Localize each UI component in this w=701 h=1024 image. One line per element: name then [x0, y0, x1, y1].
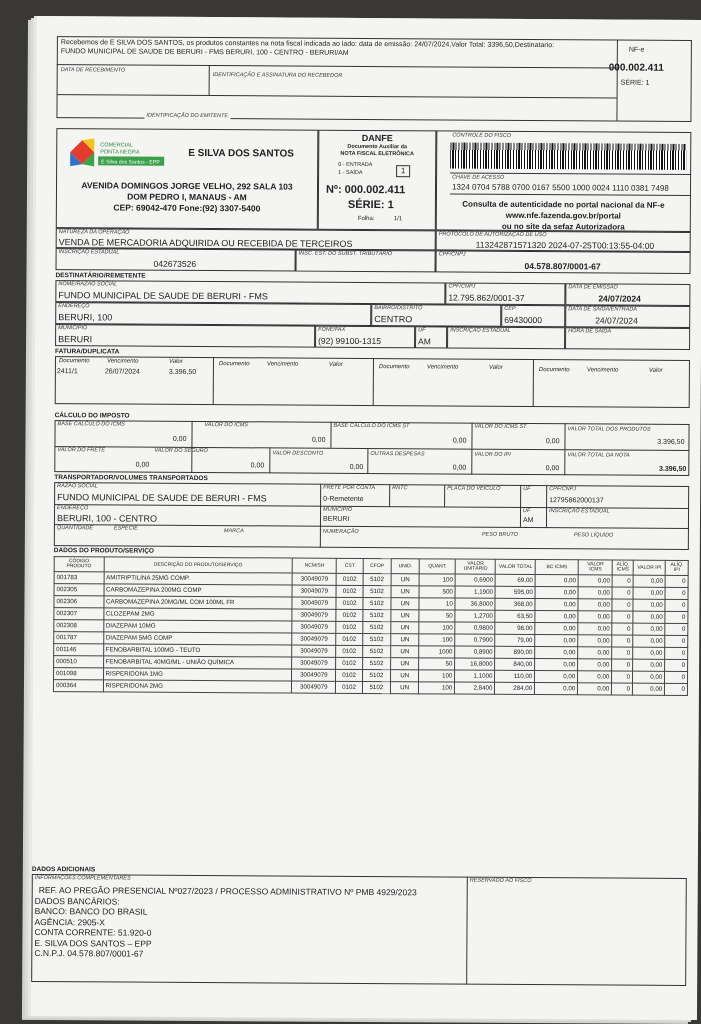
table-cell: 0,00 [578, 647, 612, 659]
table-cell: 100 [419, 622, 455, 634]
table-cell: 10 [419, 598, 455, 610]
table-cell: 0,9800 [455, 622, 495, 634]
table-cell: 0,00 [633, 671, 665, 683]
table-cell: 30049079 [292, 621, 336, 633]
cep: 69430000 [504, 314, 543, 326]
table-cell: 0102 [336, 609, 362, 621]
table-cell: 0 [665, 659, 688, 671]
info-line: DADOS BANCÁRIOS: [34, 895, 120, 906]
table-cell: 0 [612, 635, 633, 647]
imp-icmsst-label: VALOR DO ICMS ST [474, 423, 527, 430]
col-header: ALÍQ. IPI [665, 560, 688, 575]
fatura-title: FATURA/DUPLICATA [54, 348, 120, 356]
imp-ipi-label: VALOR DO IPI [474, 451, 511, 458]
col-header: DESCRIÇÃO DO PRODUTO/SERVIÇO [104, 557, 293, 573]
table-cell: 0,00 [535, 599, 578, 611]
table-cell: 0,00 [535, 575, 578, 587]
table-cell: 001787 [54, 632, 104, 644]
danfe-folha-label: Folha: [357, 215, 375, 223]
received-date-label: DATA DE RECEBIMENTO [60, 67, 126, 74]
company-logo [60, 134, 170, 175]
adicionais-title: DADOS ADICIONAIS [31, 865, 96, 874]
table-cell: 0 [665, 647, 688, 659]
natureza: VENDA DE MERCADORIA ADQUIRIDA OU RECEBIDA DE TERCEIROS [58, 237, 353, 249]
info-lines [34, 885, 459, 961]
tr-mun-label: MUNICÍPIO [323, 506, 353, 513]
table-cell: 001783 [54, 572, 104, 584]
table-cell: 0 [612, 671, 633, 683]
imp-basest: 0,00 [452, 437, 467, 445]
col-header: CFOP [363, 558, 391, 573]
table-cell: 0,00 [535, 659, 578, 671]
table-cell: 98,00 [495, 622, 535, 634]
imp-base: 0,00 [172, 435, 187, 443]
dest-cpf-label: CPF/CNPJ [448, 283, 476, 290]
table-cell: 1,1900 [455, 586, 495, 598]
info-line: CONTA CORRENTE: 51.920-0 [34, 926, 152, 938]
table-cell: UN [391, 658, 419, 670]
imp-outras: 0,00 [452, 464, 467, 472]
table-cell: 890,00 [495, 646, 535, 658]
table-cell: 30049079 [292, 645, 336, 657]
fat-h-valor2: Valor [328, 361, 343, 368]
table-cell: 0,00 [578, 623, 612, 635]
tr-cnpj-label: CPF/CNPJ [549, 486, 577, 493]
logo-line1: COMERCIAL [100, 142, 133, 149]
endereco-label: ENDEREÇO [58, 303, 90, 310]
fat-h-venc2: Vencimento [266, 361, 299, 368]
table-cell: 0,00 [633, 611, 665, 623]
fat-h-venc4: Vencimento [586, 367, 619, 374]
tr-end: BERURI, 100 - CENTRO [56, 513, 158, 524]
table-cell: 0,00 [578, 575, 612, 587]
table-cell: FENOBARBITAL 100MG - TEUTO [103, 644, 292, 657]
table-cell: 0102 [336, 657, 362, 669]
table-cell: UN [391, 598, 419, 610]
col-header: CÓDIGO PRODUTO [54, 557, 104, 572]
imp-desc: 0,00 [349, 463, 364, 471]
table-row [53, 680, 687, 696]
table-cell: 30049079 [292, 609, 336, 621]
imp-totprod-label: VALOR TOTAL DOS PRODUTOS [567, 426, 651, 433]
fone: (92) 99100-1315 [318, 335, 381, 347]
table-cell: UN [391, 574, 419, 586]
consulta-line1: Consulta de autenticidade no portal nacional da NF-e [462, 199, 665, 210]
tr-qtd-label: QUANTIDADE [56, 525, 94, 532]
table-cell: CARBOMAZEPINA 200MG COMP [104, 584, 293, 597]
table-cell: 0102 [336, 573, 362, 585]
canhoto-number: 000.002.411 [608, 62, 664, 74]
col-header: NCM/SH [292, 558, 336, 573]
barcode [450, 143, 686, 170]
table-cell: 2,8400 [455, 682, 495, 694]
saida-label: 1 - SAÍDA [338, 169, 363, 176]
col-header: VALOR ICMS [578, 560, 612, 575]
danfe-folha: 1/1 [393, 216, 403, 223]
table-cell: 100 [419, 574, 455, 586]
tipo-operacao: 1 [396, 165, 410, 177]
table-cell: 0,00 [578, 611, 612, 623]
table-cell: UN [390, 682, 418, 694]
products-table [53, 556, 689, 696]
table-cell: 0 [612, 647, 633, 659]
table-cell: UN [391, 586, 419, 598]
imp-frete-label: VALOR DO FRETE [57, 447, 106, 454]
table-cell: 0,00 [633, 623, 665, 635]
table-cell: UN [391, 670, 419, 682]
fat-h-doc4: Documento [538, 367, 570, 374]
tr-numeracao-label: NUMERAÇÃO [322, 528, 359, 535]
saida-data: 24/07/2024 [595, 315, 638, 326]
bairro-label: BAIRRO/DISTRITO [374, 305, 423, 312]
cep-label: CEP [504, 305, 516, 312]
endereco: BERURI, 100 [58, 312, 113, 323]
tr-bruto-label: PESO BRUTO [481, 531, 518, 538]
table-cell: 0,8900 [455, 646, 495, 658]
info-comp-label: INFORMAÇÕES COMPLEMENTARES [34, 874, 131, 882]
imp-icms-label: VALOR DO ICMS [204, 422, 248, 429]
table-cell: 0102 [336, 585, 362, 597]
table-cell: 5102 [362, 669, 390, 681]
table-cell: 100 [419, 670, 455, 682]
table-cell: 0102 [336, 621, 362, 633]
table-cell: 0,00 [535, 683, 578, 695]
danfe-title: DANFE [361, 132, 393, 144]
fat-venc: 26/07/2024 [104, 368, 140, 376]
access-key: 1324 0704 5788 0700 0167 5500 1000 0024 1110 0381 7498 [451, 182, 669, 193]
emitter-address: AVENIDA DOMINGOS JORGE VELHO, 292 SALA 103 [81, 180, 293, 192]
tr-end-label: ENDEREÇO [57, 505, 89, 512]
table-cell: 0,00 [535, 611, 578, 623]
logo-line2: PONTA NEGRA [100, 149, 140, 156]
table-cell: 0 [612, 575, 633, 587]
consulta-line2: www.nfe.fazenda.gov.br/portal [505, 210, 621, 221]
table-cell: 0,00 [535, 587, 578, 599]
table-cell: 002308 [54, 620, 104, 632]
table-cell: 0,7900 [455, 634, 495, 646]
fat-h-doc2: Documento [218, 361, 250, 368]
table-cell: 0 [612, 599, 633, 611]
razao: FUNDO MUNICIPAL DE SAUDE DE BERURI - FMS [58, 290, 268, 302]
table-cell: 002305 [54, 584, 104, 596]
imp-icmsst: 0,00 [545, 438, 560, 446]
table-cell: 284,00 [495, 682, 535, 694]
fone-label: FONE/FAX [318, 326, 346, 333]
table-cell: 100 [419, 682, 455, 694]
imposto-title: CÁLCULO DO IMPOSTO [54, 412, 130, 420]
tr-marca-label: MARCA [223, 528, 244, 535]
table-cell: RISPERIDONA 2MG [103, 680, 292, 693]
hora-saida-label: HORA DE SAÍDA [568, 328, 612, 335]
imp-basest-label: BASE CÁLCULO DO ICMS ST [333, 422, 410, 430]
table-cell: 30049079 [292, 573, 336, 585]
imp-totnota-label: VALOR TOTAL DA NOTA [567, 452, 630, 459]
table-cell: 001098 [54, 668, 104, 680]
table-cell: 63,50 [495, 610, 535, 622]
table-cell: 0 [665, 587, 688, 599]
danfe-subtitle: Documento Auxiliar da [347, 143, 408, 151]
canhoto-text: Recebemos de E SILVA DOS SANTOS, os produtos constantes na nota fiscal indicada ao lado: data de emissão: 24/07/2024,Valor Total: 3396,50,Destinatario: FUNDO MUNICIPAL DE SAUDE DE BERURI - FMS BERURI, 100 - CENTRO - BERURI/AM [60, 39, 555, 57]
imp-seguro: 0,00 [250, 462, 265, 470]
col-header: VALOR IPI [633, 560, 665, 575]
imp-icms: 0,00 [311, 436, 326, 444]
reservado-label: RESERVADO AO FISCO [469, 877, 532, 885]
tr-liquido-label: PESO LÍQUIDO [573, 532, 614, 539]
razao-label: NOME/RAZÃO SOCIAL [58, 281, 118, 288]
imp-totnota: 3.396,50 [659, 465, 687, 473]
imp-outras-label: OUTRAS DESPESAS [370, 451, 425, 458]
dest-cnpj: 12.795.862/0001-37 [448, 292, 525, 303]
entrada-label: 0 - ENTRADA [338, 161, 373, 169]
table-cell: 0,00 [578, 599, 612, 611]
table-cell: 0,00 [633, 683, 665, 695]
table-cell: 0 [665, 635, 688, 647]
table-cell: 0 [612, 611, 633, 623]
danfe-subtitle2: NOTA FISCAL ELETRÔNICA [340, 150, 415, 158]
table-cell: 0 [612, 587, 633, 599]
table-cell: 30049079 [292, 681, 336, 693]
info-line: AGÊNCIA: 2905-X [34, 916, 105, 927]
info-line: BANCO: BANCO DO BRASIL [34, 905, 148, 917]
col-header: QUANT. [419, 559, 455, 574]
table-cell: 110,00 [495, 670, 535, 682]
col-header: BC ICMS [535, 560, 578, 575]
table-cell: 30049079 [292, 585, 336, 597]
municipio-label: MUNICÍPIO [58, 325, 88, 332]
table-cell: CARBOMAZEPINA 20MG/ML COM 100ML FR [103, 596, 292, 609]
table-cell: 0102 [336, 597, 362, 609]
table-cell: AMITRIPTILINA 25MG COMP. [104, 572, 293, 585]
table-cell: 0102 [336, 669, 362, 681]
table-cell: 840,00 [495, 658, 535, 670]
imp-totprod: 3.396,50 [657, 438, 685, 446]
emitter-label: IDENTIFICAÇÃO DO EMITENTE [144, 114, 230, 120]
cnpj: 04.578.807/0001-67 [524, 260, 601, 272]
emitter-cep: CEP: 69042-470 Fone:(92) 3307-5400 [113, 202, 261, 214]
tr-rntc-label: RNTC [392, 485, 408, 492]
ie: 042673526 [153, 258, 197, 269]
table-cell: 000510 [54, 656, 104, 668]
ie-dest-label: INSCRIÇÃO ESTADUAL [450, 327, 511, 334]
info-line: REF. AO PREGÃO PRESENCIAL Nº027/2023 / PROCESSO ADMINISTRATIVO Nº PMB 4929/2023 [38, 885, 417, 898]
table-cell: 0 [612, 683, 633, 695]
table-cell: 000364 [53, 680, 103, 692]
table-cell: 0,00 [578, 659, 612, 671]
table-cell: 0,00 [535, 671, 578, 683]
table-cell: 0,00 [633, 587, 665, 599]
table-cell: UN [391, 646, 419, 658]
table-cell: 002307 [54, 608, 104, 620]
emissao-label: DATA DE EMISSÃO [568, 284, 618, 291]
fat-h-valor3: Valor [488, 364, 503, 371]
ie-label: INSCRIÇÃO ESTADUAL [58, 249, 120, 256]
tr-razao-label: RAZÃO SOCIAL [57, 483, 98, 490]
danfe-number: Nº: 000.002.411 [325, 183, 406, 197]
tr-mun: BERURI [322, 515, 350, 523]
transp-title: TRANSPORTADOR/VOLUMES TRANSPORTADOS [54, 474, 208, 483]
table-cell: 1,1000 [455, 670, 495, 682]
tr-uf-label: UF [523, 485, 531, 492]
info-line: E. SILVA DOS SANTOS – EPP [34, 937, 152, 949]
info-line: C.N.P.J. 04.578.807/0001-67 [34, 947, 144, 959]
table-cell: 0,00 [633, 647, 665, 659]
table-cell: DIAZEPAM 5MG COMP [103, 632, 292, 645]
tr-uf2-label: UF [523, 507, 531, 514]
table-cell: 30049079 [292, 657, 336, 669]
table-cell: 5102 [362, 681, 390, 693]
danfe-page [31, 16, 701, 1020]
table-cell: 50 [419, 610, 455, 622]
fat-h-valor: Valor [168, 358, 183, 365]
emitter-name: E SILVA DOS SANTOS [188, 147, 295, 160]
tr-cnpj: 12795862000137 [549, 497, 604, 505]
tr-placa-label: PLACA DO VEÍCULO [447, 485, 501, 492]
table-cell: CLOZEPAM 2MG [103, 608, 292, 621]
municipio: BERURI [58, 334, 93, 345]
table-cell: 79,00 [495, 634, 535, 646]
table-cell: UN [391, 610, 419, 622]
fat-h-doc3: Documento [378, 364, 410, 371]
imp-base-label: BASE CÁLCULO DO ICMS [57, 421, 125, 428]
table-cell: 30049079 [292, 597, 336, 609]
uf: AM [418, 336, 431, 347]
access-key-label: CHAVE DE ACESSO [452, 174, 505, 181]
fat-h-venc3: Vencimento [426, 364, 459, 371]
signature-label: IDENTIFICAÇÃO E ASSINATURA DO RECEBEDOR [212, 72, 343, 79]
produtos-title: DADOS DO PRODUTO/SERVIÇO [53, 547, 154, 555]
table-cell: DIAZEPAM 10MG [103, 620, 292, 633]
imp-frete: 0,00 [135, 461, 150, 469]
col-header: VALOR UNITÁRIO [455, 559, 495, 574]
table-cell: RISPERIDONA 1MG [103, 668, 292, 681]
cnpj-label: CPF/CNPJ [438, 251, 466, 258]
tr-especie-label: ESPÉCIE [113, 525, 138, 532]
table-cell: 0 [612, 623, 633, 635]
table-cell: 0,00 [535, 635, 578, 647]
imp-ipi: 0,00 [545, 465, 560, 473]
protocolo-label: PROTOCOLO DE AUTORIZAÇÃO DE USO [438, 231, 547, 239]
table-cell: 0,00 [578, 671, 612, 683]
table-cell: 5102 [363, 573, 391, 585]
fat-h-valor4: Valor [648, 367, 663, 374]
table-cell: 100 [419, 634, 455, 646]
imp-desc-label: VALOR DESCONTO [272, 450, 324, 457]
table-cell: 5102 [362, 645, 390, 657]
table-cell: 5102 [363, 609, 391, 621]
table-cell: 595,00 [495, 586, 535, 598]
fiscal-control-label: CONTROLE DO FISCO [452, 132, 512, 139]
table-cell: 500 [419, 586, 455, 598]
table-cell: 0,6900 [455, 574, 495, 586]
table-cell: FENOBARBITAL 40MG/ML - UNIÃO QUÍMICA [103, 656, 292, 669]
table-cell: 0 [665, 611, 688, 623]
table-cell: 1000 [419, 646, 455, 658]
tr-frete: 0-Remetente [323, 495, 364, 503]
table-cell: 5102 [363, 633, 391, 645]
tr-ie-label: INSCRIÇÃO ESTADUAL [549, 508, 610, 515]
fat-valor: 3.396,50 [168, 368, 197, 376]
col-header: VALOR TOTAL [496, 559, 536, 574]
table-cell: 0 [665, 671, 688, 683]
table-cell: 0102 [336, 633, 362, 645]
table-cell: 16,8000 [455, 658, 495, 670]
table-cell: 5102 [363, 597, 391, 609]
uf-label: UF [418, 327, 426, 334]
destinatario-title: DESTINATÁRIO/REMETENTE [55, 272, 146, 280]
table-cell: 30049079 [292, 633, 336, 645]
nfe-label: NF-e [628, 46, 645, 54]
tr-razao: FUNDO MUNICIPAL DE SAUDE DE BERURI - FMS [57, 492, 267, 504]
table-cell: 0102 [336, 645, 362, 657]
table-cell: 0,00 [578, 683, 612, 695]
table-cell: 0,00 [535, 647, 578, 659]
canhoto-serie: SÉRIE: 1 [620, 79, 650, 87]
table-cell: 0,00 [578, 635, 612, 647]
table-cell: 0 [665, 683, 688, 695]
danfe-serie: SÉRIE: 1 [347, 198, 394, 212]
saida-data-label: DATA DE SAÍDA/ENTRADA [568, 306, 637, 313]
table-cell: 0 [665, 599, 688, 611]
table-cell: 1,2700 [455, 610, 495, 622]
tr-uf2: AM [522, 516, 534, 525]
table-cell: 5102 [363, 585, 391, 597]
table-cell: 30049079 [292, 669, 336, 681]
table-cell: 0 [665, 623, 688, 635]
col-header: UNID. [391, 559, 419, 574]
table-cell: 002306 [54, 596, 104, 608]
table-cell: 69,00 [496, 574, 536, 586]
table-cell: 5102 [362, 657, 390, 669]
natureza-label: NATUREZA DA OPERAÇÃO [58, 229, 130, 236]
table-cell: UN [391, 622, 419, 634]
table-cell: 0,00 [578, 587, 612, 599]
table-cell: 50 [419, 658, 455, 670]
table-cell: 0,00 [633, 635, 665, 647]
bairro: CENTRO [374, 314, 413, 325]
emissao: 24/07/2024 [598, 293, 641, 304]
imp-seguro-label: VALOR DO SEGURO [154, 447, 208, 455]
table-cell: 001146 [54, 644, 104, 656]
table-cell: 0 [665, 575, 688, 587]
table-cell: 0,00 [633, 599, 665, 611]
table-cell: UN [391, 634, 419, 646]
table-cell: 0102 [336, 681, 362, 693]
table-cell: 0,00 [535, 623, 578, 635]
col-header: CST [337, 558, 363, 573]
table-cell: 368,00 [495, 598, 535, 610]
table-cell: 0,00 [633, 659, 665, 671]
table-cell: 5102 [363, 621, 391, 633]
table-cell: 0,00 [633, 575, 665, 587]
consulta-line3: ou no site da sefaz Autorizadora [501, 221, 625, 232]
table-cell: 36,8000 [455, 598, 495, 610]
fat-doc: 2411/1 [56, 368, 78, 376]
table-cell: 0 [612, 659, 633, 671]
fat-h-venc: Vencimento [106, 358, 139, 365]
col-header: ALÍQ. ICMS [612, 560, 633, 575]
protocolo: 113242871571320 2024-07-25T00:13:55-04:00 [475, 239, 655, 251]
ie-st-label: INSC. EST. DO SUBST. TRIBUTÁRIO [298, 250, 393, 258]
tr-frete-label: FRETE POR CONTA [323, 484, 376, 492]
logo-line3: E Silva dos Santos - EPP [101, 159, 160, 166]
fat-h-doc: Documento [58, 358, 90, 365]
emitter-city: DOM PEDRO I, MANAUS - AM [127, 191, 247, 203]
